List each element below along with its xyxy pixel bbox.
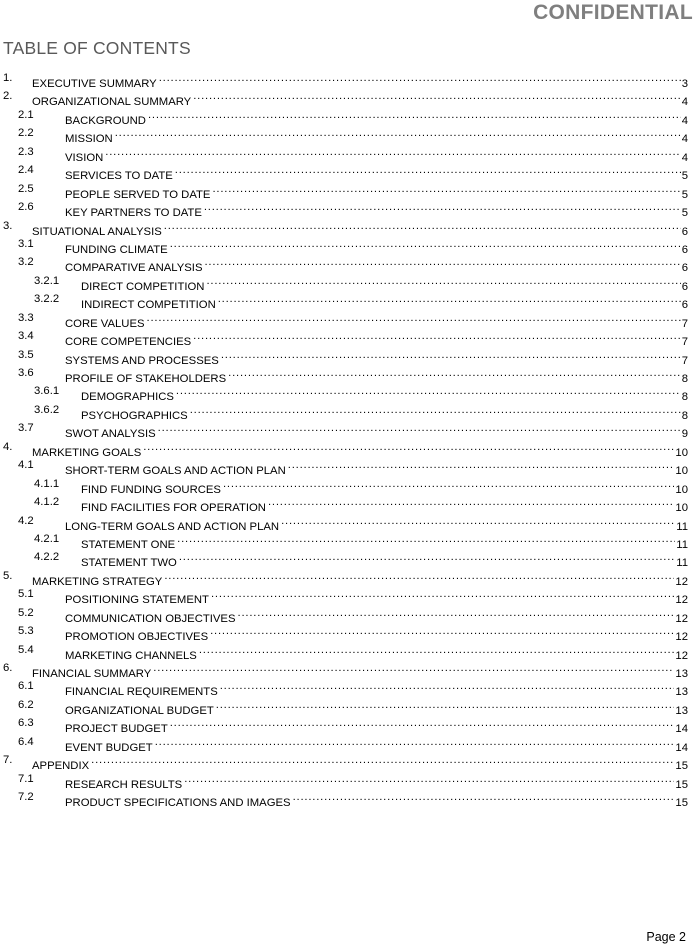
toc-heading: TABLE OF CONTENTS bbox=[3, 38, 191, 58]
toc-entry-number: 3.1 bbox=[18, 237, 34, 250]
toc-entry[interactable] bbox=[0, 475, 696, 496]
toc-entry-number: 3.2 bbox=[18, 256, 34, 269]
toc-entry-title[interactable]: POSITIONING STATEMENT bbox=[65, 591, 210, 609]
toc-entry-number: 3.2.1 bbox=[34, 274, 60, 287]
toc-entry-number: 6.2 bbox=[18, 698, 34, 711]
toc-entry-page[interactable]: 12 bbox=[675, 649, 688, 662]
toc-entry-page[interactable]: 6 bbox=[681, 262, 688, 275]
toc-entry[interactable] bbox=[0, 530, 696, 551]
toc-entry-page[interactable]: 12 bbox=[675, 631, 688, 644]
toc-entry-number: 2.5 bbox=[18, 182, 34, 195]
toc-entry[interactable] bbox=[0, 143, 696, 164]
toc-entry[interactable] bbox=[0, 124, 696, 146]
toc-entry-title[interactable]: EVENT BUDGET bbox=[65, 739, 154, 757]
toc-entry-title[interactable]: ORGANIZATIONAL BUDGET bbox=[65, 702, 215, 720]
toc-entry-title[interactable]: ORGANIZATIONAL SUMMARY bbox=[32, 93, 192, 111]
toc-entry-page[interactable]: 6 bbox=[681, 299, 688, 312]
toc-entry[interactable] bbox=[0, 585, 696, 607]
toc-entry-title[interactable]: DEMOGRAPHICS bbox=[81, 388, 175, 406]
toc-entry-number: 3.5 bbox=[18, 348, 34, 361]
toc-entry-number: 1. bbox=[3, 72, 13, 84]
toc-entry-number: 2.2 bbox=[18, 127, 34, 140]
toc-entry-number: 4.1 bbox=[18, 459, 34, 472]
toc-entry-number: 3.6.2 bbox=[34, 403, 60, 416]
toc-dot-leader bbox=[105, 143, 680, 161]
toc-entry-number: 4.2.1 bbox=[34, 532, 60, 545]
toc-entry-number: 5.3 bbox=[18, 625, 34, 638]
toc-entry[interactable] bbox=[0, 161, 696, 183]
toc-entry-number: 3.4 bbox=[18, 330, 34, 343]
toc-entry[interactable] bbox=[0, 235, 696, 256]
toc-entry[interactable] bbox=[0, 438, 696, 459]
toc-dot-leader bbox=[199, 641, 675, 659]
toc-entry-page[interactable]: 8 bbox=[681, 409, 688, 422]
toc-entry-title[interactable]: COMMUNICATION OBJECTIVES bbox=[65, 610, 237, 628]
toc-entry[interactable] bbox=[0, 69, 696, 90]
toc-entry-page[interactable]: 10 bbox=[675, 502, 688, 515]
toc-entry-title[interactable]: LONG-TERM GOALS AND ACTION PLAN bbox=[65, 518, 280, 536]
toc-entry-title[interactable]: FIND FUNDING SOURCES bbox=[81, 481, 222, 499]
toc-entry-number: 2. bbox=[3, 90, 13, 103]
toc-entry-number: 3.7 bbox=[18, 422, 34, 435]
toc-entry-title[interactable]: RESEARCH RESULTS bbox=[65, 776, 183, 794]
toc-entry[interactable] bbox=[0, 217, 696, 238]
toc-entry-page[interactable]: 4 bbox=[681, 96, 688, 109]
toc-entry-number: 5.1 bbox=[18, 588, 34, 601]
toc-entry[interactable] bbox=[0, 641, 696, 662]
toc-entry-number: 3.2.2 bbox=[34, 293, 60, 306]
toc-entry-page[interactable]: 15 bbox=[675, 778, 688, 791]
toc-dot-leader bbox=[216, 696, 675, 714]
toc-dot-leader bbox=[170, 235, 681, 253]
toc-entry-title[interactable]: MARKETING STRATEGY bbox=[32, 573, 163, 591]
toc-entry-page[interactable]: 10 bbox=[675, 483, 688, 496]
toc-dot-leader bbox=[164, 217, 681, 235]
toc-entry-number: 6. bbox=[3, 662, 13, 674]
toc-entry-title[interactable]: FIND FACILITIES FOR OPERATION bbox=[81, 499, 267, 517]
toc-entry-number: 4.1.2 bbox=[34, 496, 60, 509]
toc-entry-number: 2.1 bbox=[18, 108, 34, 121]
toc-entry-page[interactable]: 15 bbox=[675, 760, 688, 773]
toc-entry-title[interactable]: PEOPLE SERVED TO DATE bbox=[65, 186, 211, 204]
toc-entry-title[interactable]: BACKGROUND bbox=[65, 112, 147, 130]
toc-entry-title[interactable]: PROJECT BUDGET bbox=[65, 720, 169, 738]
toc-entry-page[interactable]: 14 bbox=[675, 741, 688, 754]
toc-entry-page[interactable]: 13 bbox=[675, 704, 688, 717]
toc-dot-leader bbox=[281, 512, 675, 530]
toc-entry-title[interactable]: MISSION bbox=[65, 130, 114, 148]
toc-entry-title[interactable]: PSYCHOGRAPHICS bbox=[81, 407, 189, 425]
toc-entry-title[interactable]: STATEMENT TWO bbox=[81, 554, 178, 572]
toc-entry[interactable] bbox=[0, 290, 696, 312]
toc-entry-title[interactable]: EXECUTIVE SUMMARY bbox=[32, 75, 158, 93]
toc-entry[interactable] bbox=[0, 382, 696, 404]
toc-dot-leader bbox=[204, 198, 681, 216]
toc-entry[interactable] bbox=[0, 770, 696, 791]
toc-entry-number: 4. bbox=[3, 440, 13, 453]
toc-dot-leader bbox=[221, 346, 681, 364]
toc-entry-title[interactable]: MARKETING CHANNELS bbox=[65, 647, 198, 665]
toc-dot-leader bbox=[176, 382, 681, 400]
toc-entry-page[interactable]: 10 bbox=[675, 446, 688, 459]
toc-entry-page[interactable]: 6 bbox=[681, 243, 688, 256]
toc-entry-page[interactable]: 9 bbox=[681, 428, 688, 441]
toc-entry[interactable] bbox=[0, 567, 696, 588]
toc-entry-page[interactable]: 5 bbox=[681, 170, 688, 183]
toc-entry-number: 4.1.1 bbox=[34, 477, 60, 490]
toc-entry-title[interactable]: SYSTEMS AND PROCESSES bbox=[65, 352, 220, 370]
toc-entry-title[interactable]: KEY PARTNERS TO DATE bbox=[65, 204, 203, 222]
toc-entry-page[interactable]: 4 bbox=[681, 114, 688, 127]
toc-dot-leader bbox=[143, 438, 674, 456]
toc-dot-leader bbox=[193, 87, 680, 105]
toc-entry-page[interactable]: 8 bbox=[681, 373, 688, 385]
toc-dot-leader bbox=[223, 475, 674, 493]
toc-entry[interactable] bbox=[0, 327, 696, 349]
toc-entry-page[interactable]: 6 bbox=[681, 225, 688, 238]
toc-entry[interactable] bbox=[0, 733, 696, 754]
toc-dot-leader bbox=[179, 548, 675, 566]
toc-entry-title[interactable]: INDIRECT COMPETITION bbox=[81, 296, 217, 314]
toc-entry[interactable] bbox=[0, 493, 696, 515]
toc-entry-number: 6.4 bbox=[18, 735, 34, 748]
toc-entry-number: 3. bbox=[3, 219, 13, 232]
toc-entry-title[interactable]: DIRECT COMPETITION bbox=[81, 278, 205, 296]
toc-entry[interactable] bbox=[0, 548, 696, 570]
toc-entry-title[interactable]: SERVICES TO DATE bbox=[65, 167, 174, 185]
toc-entry[interactable] bbox=[0, 512, 696, 533]
toc-dot-leader bbox=[220, 677, 675, 695]
toc-dot-leader bbox=[170, 714, 675, 732]
toc-entry-number: 5. bbox=[3, 569, 13, 582]
toc-dot-leader bbox=[190, 401, 681, 419]
table-of-contents bbox=[0, 69, 696, 810]
toc-entry[interactable] bbox=[0, 346, 696, 367]
toc-entry[interactable] bbox=[0, 714, 696, 736]
toc-dot-leader bbox=[184, 770, 674, 788]
toc-dot-leader bbox=[158, 419, 681, 437]
toc-entry-title[interactable]: STATEMENT ONE bbox=[81, 536, 176, 554]
toc-entry-title[interactable]: COMPARATIVE ANALYSIS bbox=[65, 259, 203, 277]
toc-entry-title[interactable]: VISION bbox=[65, 149, 104, 167]
toc-entry-page[interactable]: 8 bbox=[681, 391, 688, 404]
toc-entry[interactable] bbox=[0, 87, 696, 109]
toc-dot-leader bbox=[175, 161, 681, 179]
toc-entry-title[interactable]: MARKETING GOALS bbox=[32, 444, 142, 462]
toc-entry-page[interactable]: 12 bbox=[675, 612, 688, 625]
toc-entry-page[interactable]: 7 bbox=[681, 317, 688, 330]
toc-dot-leader bbox=[153, 659, 674, 677]
toc-entry-page[interactable]: 12 bbox=[675, 594, 688, 607]
toc-entry[interactable] bbox=[0, 788, 696, 810]
toc-entry[interactable] bbox=[0, 604, 696, 625]
toc-entry-page[interactable]: 11 bbox=[676, 538, 688, 551]
toc-entry-page[interactable]: 4 bbox=[681, 151, 688, 164]
toc-dot-leader bbox=[288, 456, 675, 474]
toc-dot-leader bbox=[204, 253, 680, 271]
toc-entry-title[interactable]: FINANCIAL REQUIREMENTS bbox=[65, 683, 219, 701]
toc-entry-page[interactable]: 14 bbox=[675, 723, 688, 736]
toc-entry-title[interactable]: FINANCIAL SUMMARY bbox=[32, 665, 152, 683]
toc-entry[interactable] bbox=[0, 253, 696, 275]
toc-entry-page[interactable]: 5 bbox=[681, 207, 688, 220]
toc-entry-page[interactable]: 7 bbox=[681, 336, 688, 349]
toc-entry-number: 7. bbox=[3, 754, 13, 767]
toc-dot-leader bbox=[159, 69, 681, 87]
toc-dot-leader bbox=[238, 604, 675, 622]
toc-entry-page[interactable]: 11 bbox=[676, 520, 688, 533]
toc-entry[interactable] bbox=[0, 456, 696, 478]
toc-entry-number: 6.1 bbox=[18, 680, 34, 693]
toc-entry-number: 7.1 bbox=[18, 772, 34, 785]
toc-dot-leader bbox=[155, 733, 675, 751]
page-number: Page 2 bbox=[646, 930, 686, 944]
toc-entry-title[interactable]: FUNDING CLIMATE bbox=[65, 241, 169, 259]
toc-entry-page[interactable]: 5 bbox=[681, 188, 688, 201]
toc-entry-page[interactable]: 3 bbox=[681, 78, 688, 90]
toc-entry[interactable] bbox=[0, 180, 696, 201]
toc-entry-page[interactable]: 10 bbox=[675, 465, 688, 478]
toc-dot-leader bbox=[268, 493, 674, 511]
toc-entry-page[interactable]: 7 bbox=[681, 354, 688, 367]
toc-dot-leader bbox=[147, 309, 681, 327]
toc-entry-number: 2.6 bbox=[18, 201, 34, 214]
toc-entry-page[interactable]: 13 bbox=[675, 668, 688, 680]
toc-entry-title[interactable]: SITUATIONAL ANALYSIS bbox=[32, 223, 163, 241]
toc-entry[interactable] bbox=[0, 364, 696, 385]
toc-dot-leader bbox=[210, 622, 674, 640]
confidential-label: CONFIDENTIAL bbox=[533, 1, 693, 24]
toc-entry-page[interactable]: 12 bbox=[675, 575, 688, 588]
toc-entry[interactable] bbox=[0, 309, 696, 330]
toc-entry-number: 4.2.2 bbox=[34, 551, 60, 564]
toc-entry-number: 3.6.1 bbox=[34, 385, 60, 398]
toc-entry[interactable] bbox=[0, 751, 696, 773]
toc-entry[interactable] bbox=[0, 696, 696, 717]
toc-entry[interactable] bbox=[0, 272, 696, 293]
toc-dot-leader bbox=[206, 272, 680, 290]
toc-dot-leader bbox=[115, 124, 681, 142]
toc-entry[interactable] bbox=[0, 622, 696, 644]
toc-entry-page[interactable]: 13 bbox=[675, 686, 688, 699]
toc-entry-title[interactable]: APPENDIX bbox=[32, 757, 90, 775]
toc-entry-title[interactable]: SWOT ANALYSIS bbox=[65, 425, 157, 443]
toc-entry-page[interactable]: 6 bbox=[681, 280, 688, 293]
toc-entry-number: 2.4 bbox=[18, 164, 34, 177]
toc-entry-page[interactable]: 15 bbox=[675, 797, 688, 810]
toc-entry-number: 7.2 bbox=[18, 791, 34, 804]
toc-dot-leader bbox=[164, 567, 674, 585]
toc-entry-number: 5.4 bbox=[18, 643, 34, 656]
toc-entry-page[interactable]: 11 bbox=[676, 557, 688, 570]
toc-entry-title[interactable]: PRODUCT SPECIFICATIONS AND IMAGES bbox=[65, 794, 292, 812]
toc-entry-title[interactable]: CORE VALUES bbox=[65, 315, 146, 333]
toc-dot-leader bbox=[91, 751, 674, 769]
toc-entry-number: 2.3 bbox=[18, 145, 34, 158]
toc-entry-title[interactable]: SHORT-TERM GOALS AND ACTION PLAN bbox=[65, 462, 287, 480]
toc-dot-leader bbox=[193, 327, 681, 345]
toc-dot-leader bbox=[211, 585, 674, 603]
toc-entry-number: 5.2 bbox=[18, 606, 34, 619]
toc-dot-leader bbox=[218, 290, 681, 308]
toc-entry[interactable] bbox=[0, 401, 696, 422]
toc-entry[interactable] bbox=[0, 659, 696, 680]
toc-dot-leader bbox=[212, 180, 680, 198]
toc-entry-number: 4.2 bbox=[18, 514, 34, 527]
toc-dot-leader bbox=[228, 364, 681, 382]
toc-entry-number: 3.6 bbox=[18, 367, 34, 379]
toc-dot-leader bbox=[177, 530, 675, 548]
toc-entry-title[interactable]: PROMOTION OBJECTIVES bbox=[65, 628, 209, 646]
toc-entry[interactable] bbox=[0, 198, 696, 220]
toc-entry-page[interactable]: 4 bbox=[681, 133, 688, 146]
toc-dot-leader bbox=[293, 788, 675, 806]
toc-entry-number: 3.3 bbox=[18, 311, 34, 324]
toc-entry[interactable] bbox=[0, 106, 696, 127]
toc-dot-leader bbox=[148, 106, 681, 124]
toc-entry[interactable] bbox=[0, 419, 696, 441]
toc-entry-title[interactable]: CORE COMPETENCIES bbox=[65, 333, 192, 351]
toc-entry-title[interactable]: PROFILE OF STAKEHOLDERS bbox=[65, 370, 227, 388]
toc-entry[interactable] bbox=[0, 677, 696, 699]
toc-entry-number: 6.3 bbox=[18, 717, 34, 730]
